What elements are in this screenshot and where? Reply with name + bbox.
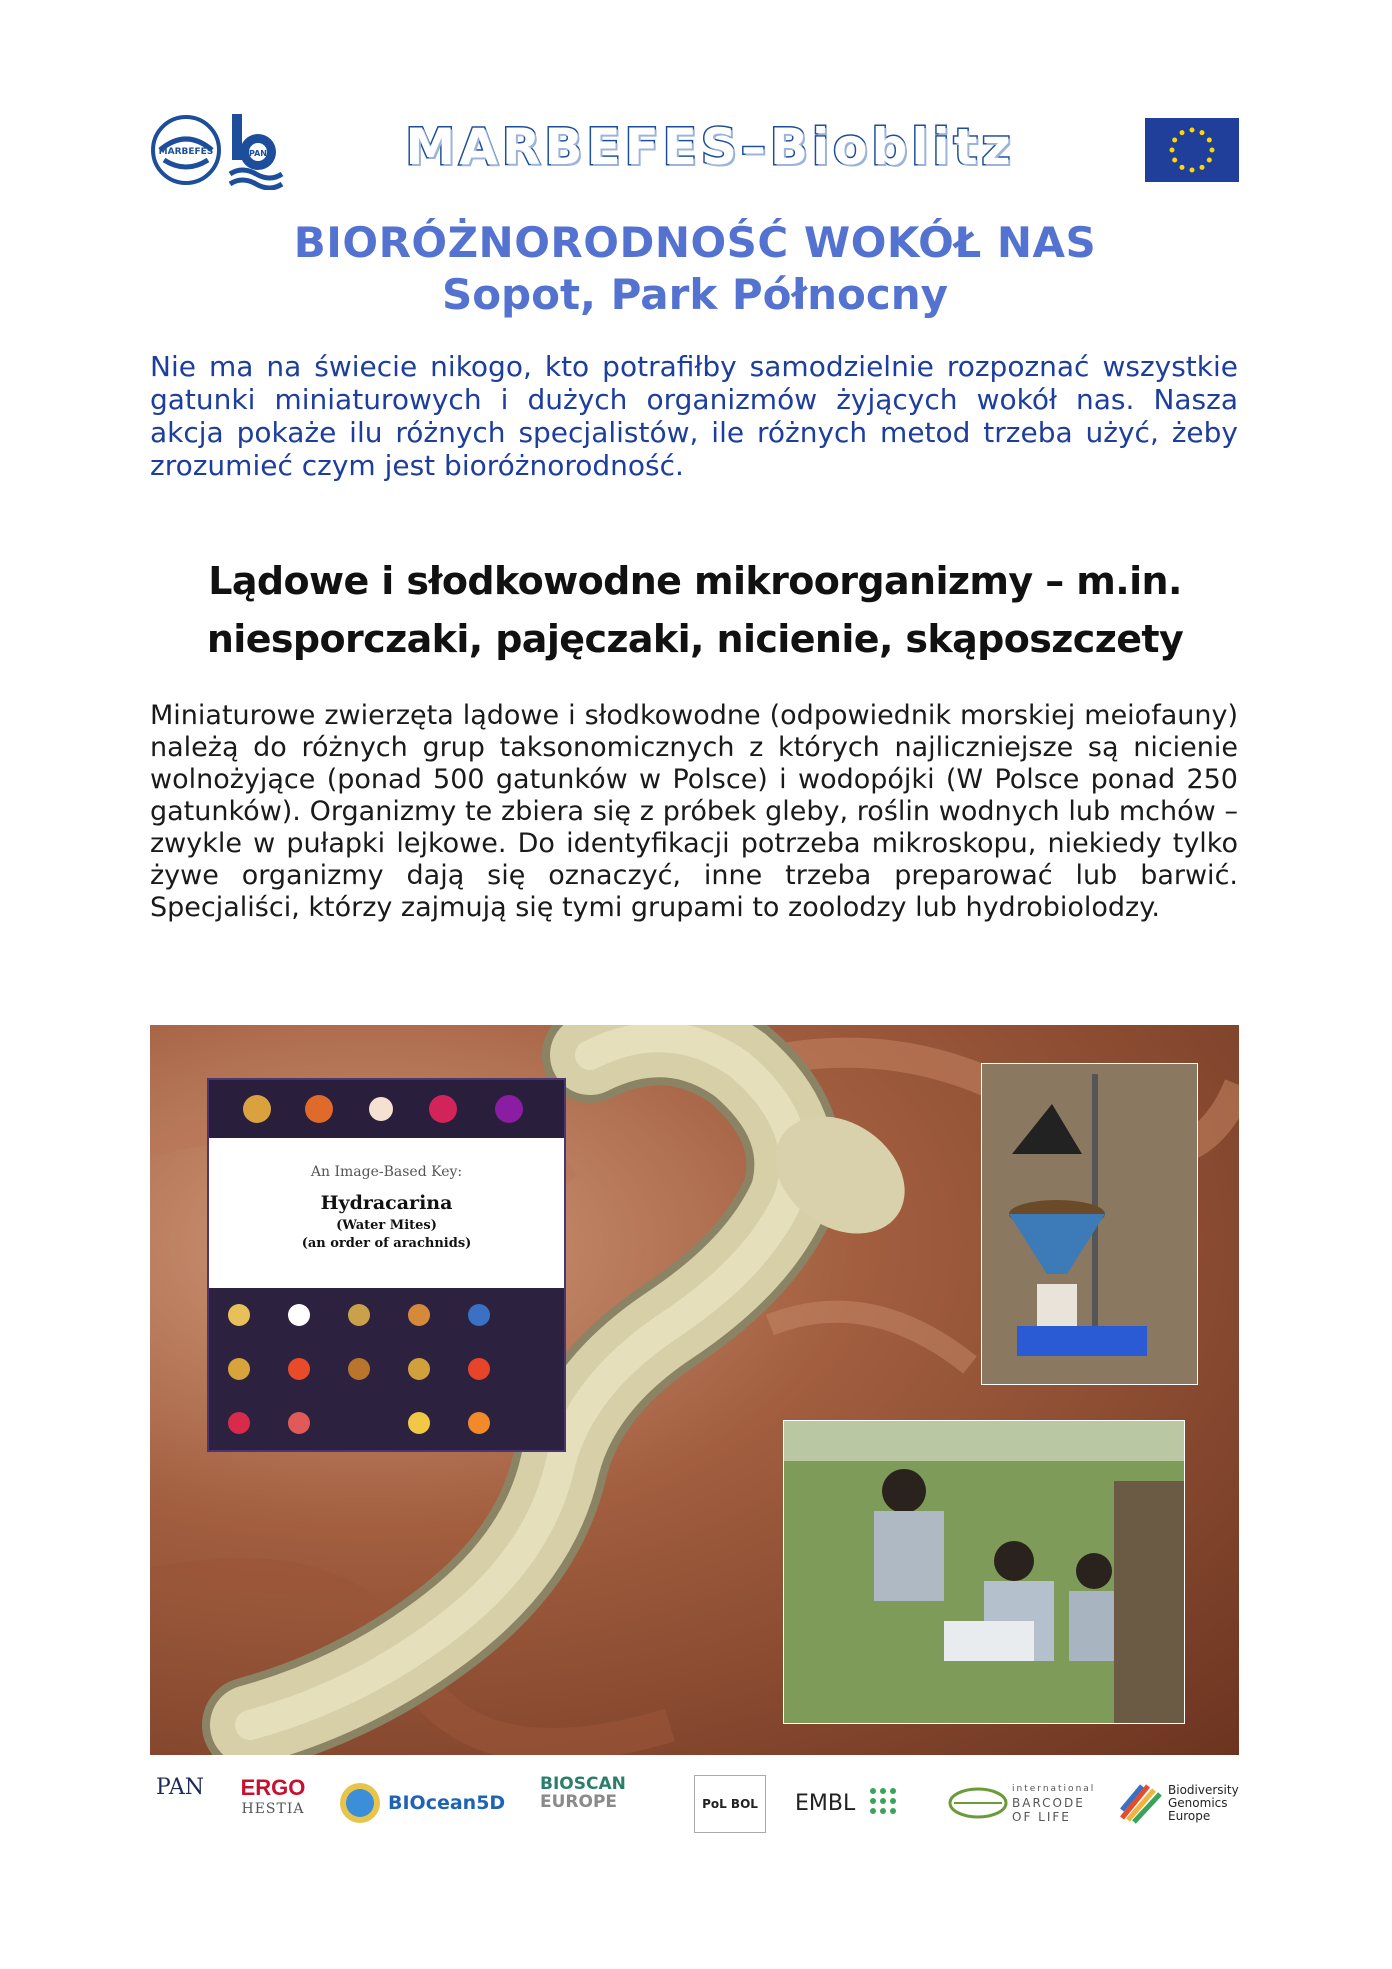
eu-star <box>1200 130 1205 135</box>
biocean-text: BIOcean5D <box>388 1792 506 1814</box>
key-line2: (Water Mites) <box>336 1218 437 1233</box>
embl-logo <box>795 1775 907 1831</box>
iopan-logo <box>228 110 284 190</box>
bge-text1: Biodiversity <box>1168 1782 1239 1797</box>
bge-stripes-icon <box>1118 1780 1164 1826</box>
hestia-text: HESTIA <box>241 1801 305 1817</box>
eu-star <box>1200 165 1205 170</box>
embl-text: EMBL <box>795 1790 856 1816</box>
polbol-text: PoL BOL <box>702 1797 758 1811</box>
key-subtitle: An Image-Based Key: <box>310 1164 463 1180</box>
section-heading <box>140 552 1250 668</box>
ibol-text3: OF LIFE <box>1012 1810 1071 1824</box>
bge-logo <box>1118 1775 1239 1831</box>
hydracarina-key-card <box>207 1078 566 1452</box>
intro-paragraph: Nie ma na świecie nikogo, kto potrafiłby samodzielnie rozpoznać wszystkie gatunki miniaturowych i dużych organizmów żyjących wokół nas. Nasza akcja pokaże ilu różnych specjalistów, ile różnych metod trzeba użyć, żeby zrozumieć czym jest bioróżnorodność. <box>150 350 1238 482</box>
page-title: MARBEFES–Bioblitz <box>405 118 1015 176</box>
ibol-text1: international <box>1012 1784 1096 1794</box>
ergo-text: ERGO <box>240 1775 306 1800</box>
biocean5d-logo <box>338 1775 505 1831</box>
subtitle-line2: Sopot, Park Północny <box>441 270 949 319</box>
section-body: Miniaturowe zwierzęta lądowe i słodkowodne (odpowiednik morskiej meiofauny) należą do różnych grup taksonomicznych z których najliczniejsze są nicienie wolnożyjące (ponad 500 gatunków w Polsce) i wodopójki (W Polsce ponad 250 gatunków). Organizmy te zbiera się z próbek gleby, roślin wodnych lub mchów – zwykle w pułapki lejkowe. Do identyfikacji potrzeba mikroskopu, niekiedy tylko żywe organizmy dają się oznaczyć, inne trzeba preparować lub barwić. Specjaliści, którzy zajmują się tymi grupami to zoolodzy lub hydrobiolodzy. <box>150 700 1238 923</box>
embl-dots-icon <box>863 1781 907 1825</box>
pan-logo-text: PAN <box>156 1775 204 1800</box>
eu-star <box>1180 165 1185 170</box>
section-heading-line1: Lądowe i słodkowodne mikroorganizmy – m.in. <box>208 559 1182 603</box>
eu-star <box>1180 130 1185 135</box>
polbol-logo <box>694 1775 766 1833</box>
funnel-trap-photo <box>981 1063 1198 1385</box>
field-sampling-photo <box>783 1420 1185 1724</box>
biocean-globe-icon <box>338 1781 382 1825</box>
svg-text:PAN: PAN <box>248 149 268 158</box>
mite-thumbnails-top <box>209 1080 564 1138</box>
svg-text:MARBEFES: MARBEFES <box>158 147 214 157</box>
mite-thumbnails-grid <box>209 1288 564 1450</box>
bioscan-text2: EUROPE <box>540 1792 618 1812</box>
eu-star <box>1210 148 1215 153</box>
bge-text3: Europe <box>1168 1808 1211 1823</box>
ergo-hestia-logo <box>238 1775 308 1831</box>
eu-flag-icon <box>1145 118 1239 182</box>
eu-star <box>1172 138 1177 143</box>
eu-star <box>1207 158 1212 163</box>
key-title: Hydracarina <box>320 1192 453 1214</box>
pan-logo <box>150 1775 210 1831</box>
eu-star <box>1170 148 1175 153</box>
ibol-globe-icon <box>948 1783 1008 1823</box>
section-heading-line2: niesporczaki, pajęczaki, nicienie, skąposzczety <box>206 617 1184 661</box>
key-line3: (an order of arachnids) <box>301 1236 472 1251</box>
ibol-logo <box>948 1775 1095 1831</box>
bioscan-text1: BIOSCAN <box>540 1774 626 1794</box>
ibol-text2: BARCODE <box>1012 1796 1085 1810</box>
eu-star <box>1190 128 1195 133</box>
eu-star <box>1172 158 1177 163</box>
marbefes-logo <box>150 114 222 186</box>
subtitle-line1: BIORÓŻNORODNOŚĆ WOKÓŁ NAS <box>293 218 1097 267</box>
eu-star <box>1190 168 1195 173</box>
bioscan-europe-logo <box>540 1775 626 1831</box>
bge-text2: Genomics <box>1168 1795 1228 1810</box>
nematode-photo <box>150 1025 1239 1755</box>
eu-star <box>1207 138 1212 143</box>
